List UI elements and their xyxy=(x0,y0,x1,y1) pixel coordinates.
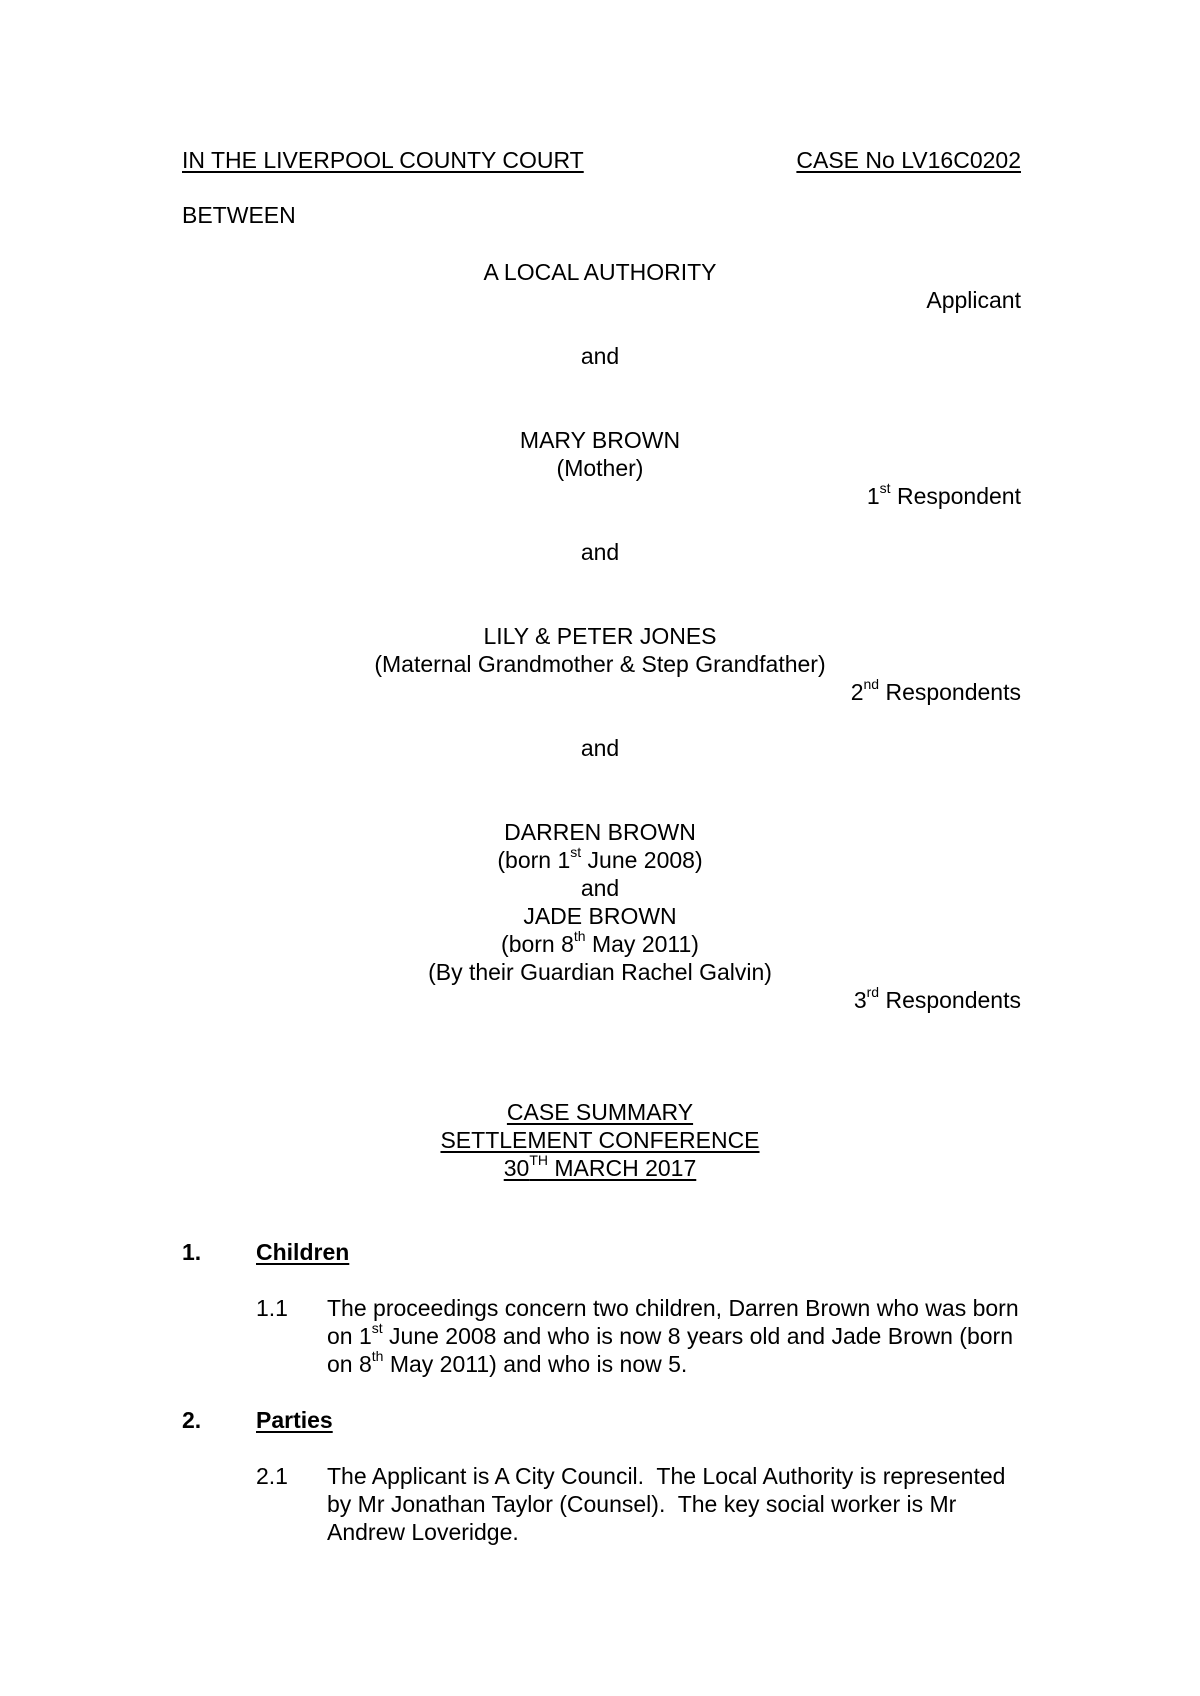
respondent3-role: 3rd Respondents xyxy=(853,984,1021,1013)
section1-number: 1. xyxy=(182,1239,202,1265)
summary-date: 30TH MARCH 2017 xyxy=(503,1152,697,1181)
child1-born: (born 1st June 2008) xyxy=(497,844,703,873)
applicant-role: Applicant xyxy=(926,287,1021,313)
summary-title: CASE SUMMARY xyxy=(506,1099,694,1125)
respondent2-relation: (Maternal Grandmother & Step Grandfather) xyxy=(374,651,826,677)
section2-title: Parties xyxy=(256,1407,333,1433)
para-1-1-text: The proceedings concern two children, Darren Brown who was born on 1st June 2008 and who is now 8 years old and Jade Brown (born on 8th May 2011) and who is now 5. xyxy=(327,1295,1019,1377)
para-1-1-number: 1.1 xyxy=(256,1295,288,1321)
children-and: and xyxy=(580,875,620,901)
and-separator-3: and xyxy=(580,735,620,761)
child2-born: (born 8th May 2011) xyxy=(501,928,699,957)
summary-subtitle: SETTLEMENT CONFERENCE xyxy=(440,1127,760,1153)
para-2-1-number: 2.1 xyxy=(256,1463,288,1489)
case-number: CASE No LV16C0202 xyxy=(796,147,1021,173)
and-separator-2: and xyxy=(580,539,620,565)
and-separator-1: and xyxy=(580,343,620,369)
para-2-1-text: The Applicant is A City Council. The Local Authority is represented by Mr Jonathan Taylor (Counsel). The key social worker is Mr Andrew Loveridge. xyxy=(327,1463,1012,1545)
applicant-name: A LOCAL AUTHORITY xyxy=(483,259,717,285)
guardian-line: (By their Guardian Rachel Galvin) xyxy=(428,959,772,985)
respondent2-role: 2nd Respondents xyxy=(850,676,1021,705)
respondent1-role: 1st Respondent xyxy=(866,480,1021,509)
child1-name: DARREN BROWN xyxy=(504,819,696,845)
section2-number: 2. xyxy=(182,1407,202,1433)
section1-title: Children xyxy=(256,1239,350,1265)
child2-name: JADE BROWN xyxy=(523,903,677,929)
respondent2-name: LILY & PETER JONES xyxy=(483,623,717,649)
between-label: BETWEEN xyxy=(182,202,296,228)
respondent1-name: MARY BROWN xyxy=(519,427,681,453)
respondent1-relation: (Mother) xyxy=(556,455,644,481)
court-name: IN THE LIVERPOOL COUNTY COURT xyxy=(182,147,584,173)
